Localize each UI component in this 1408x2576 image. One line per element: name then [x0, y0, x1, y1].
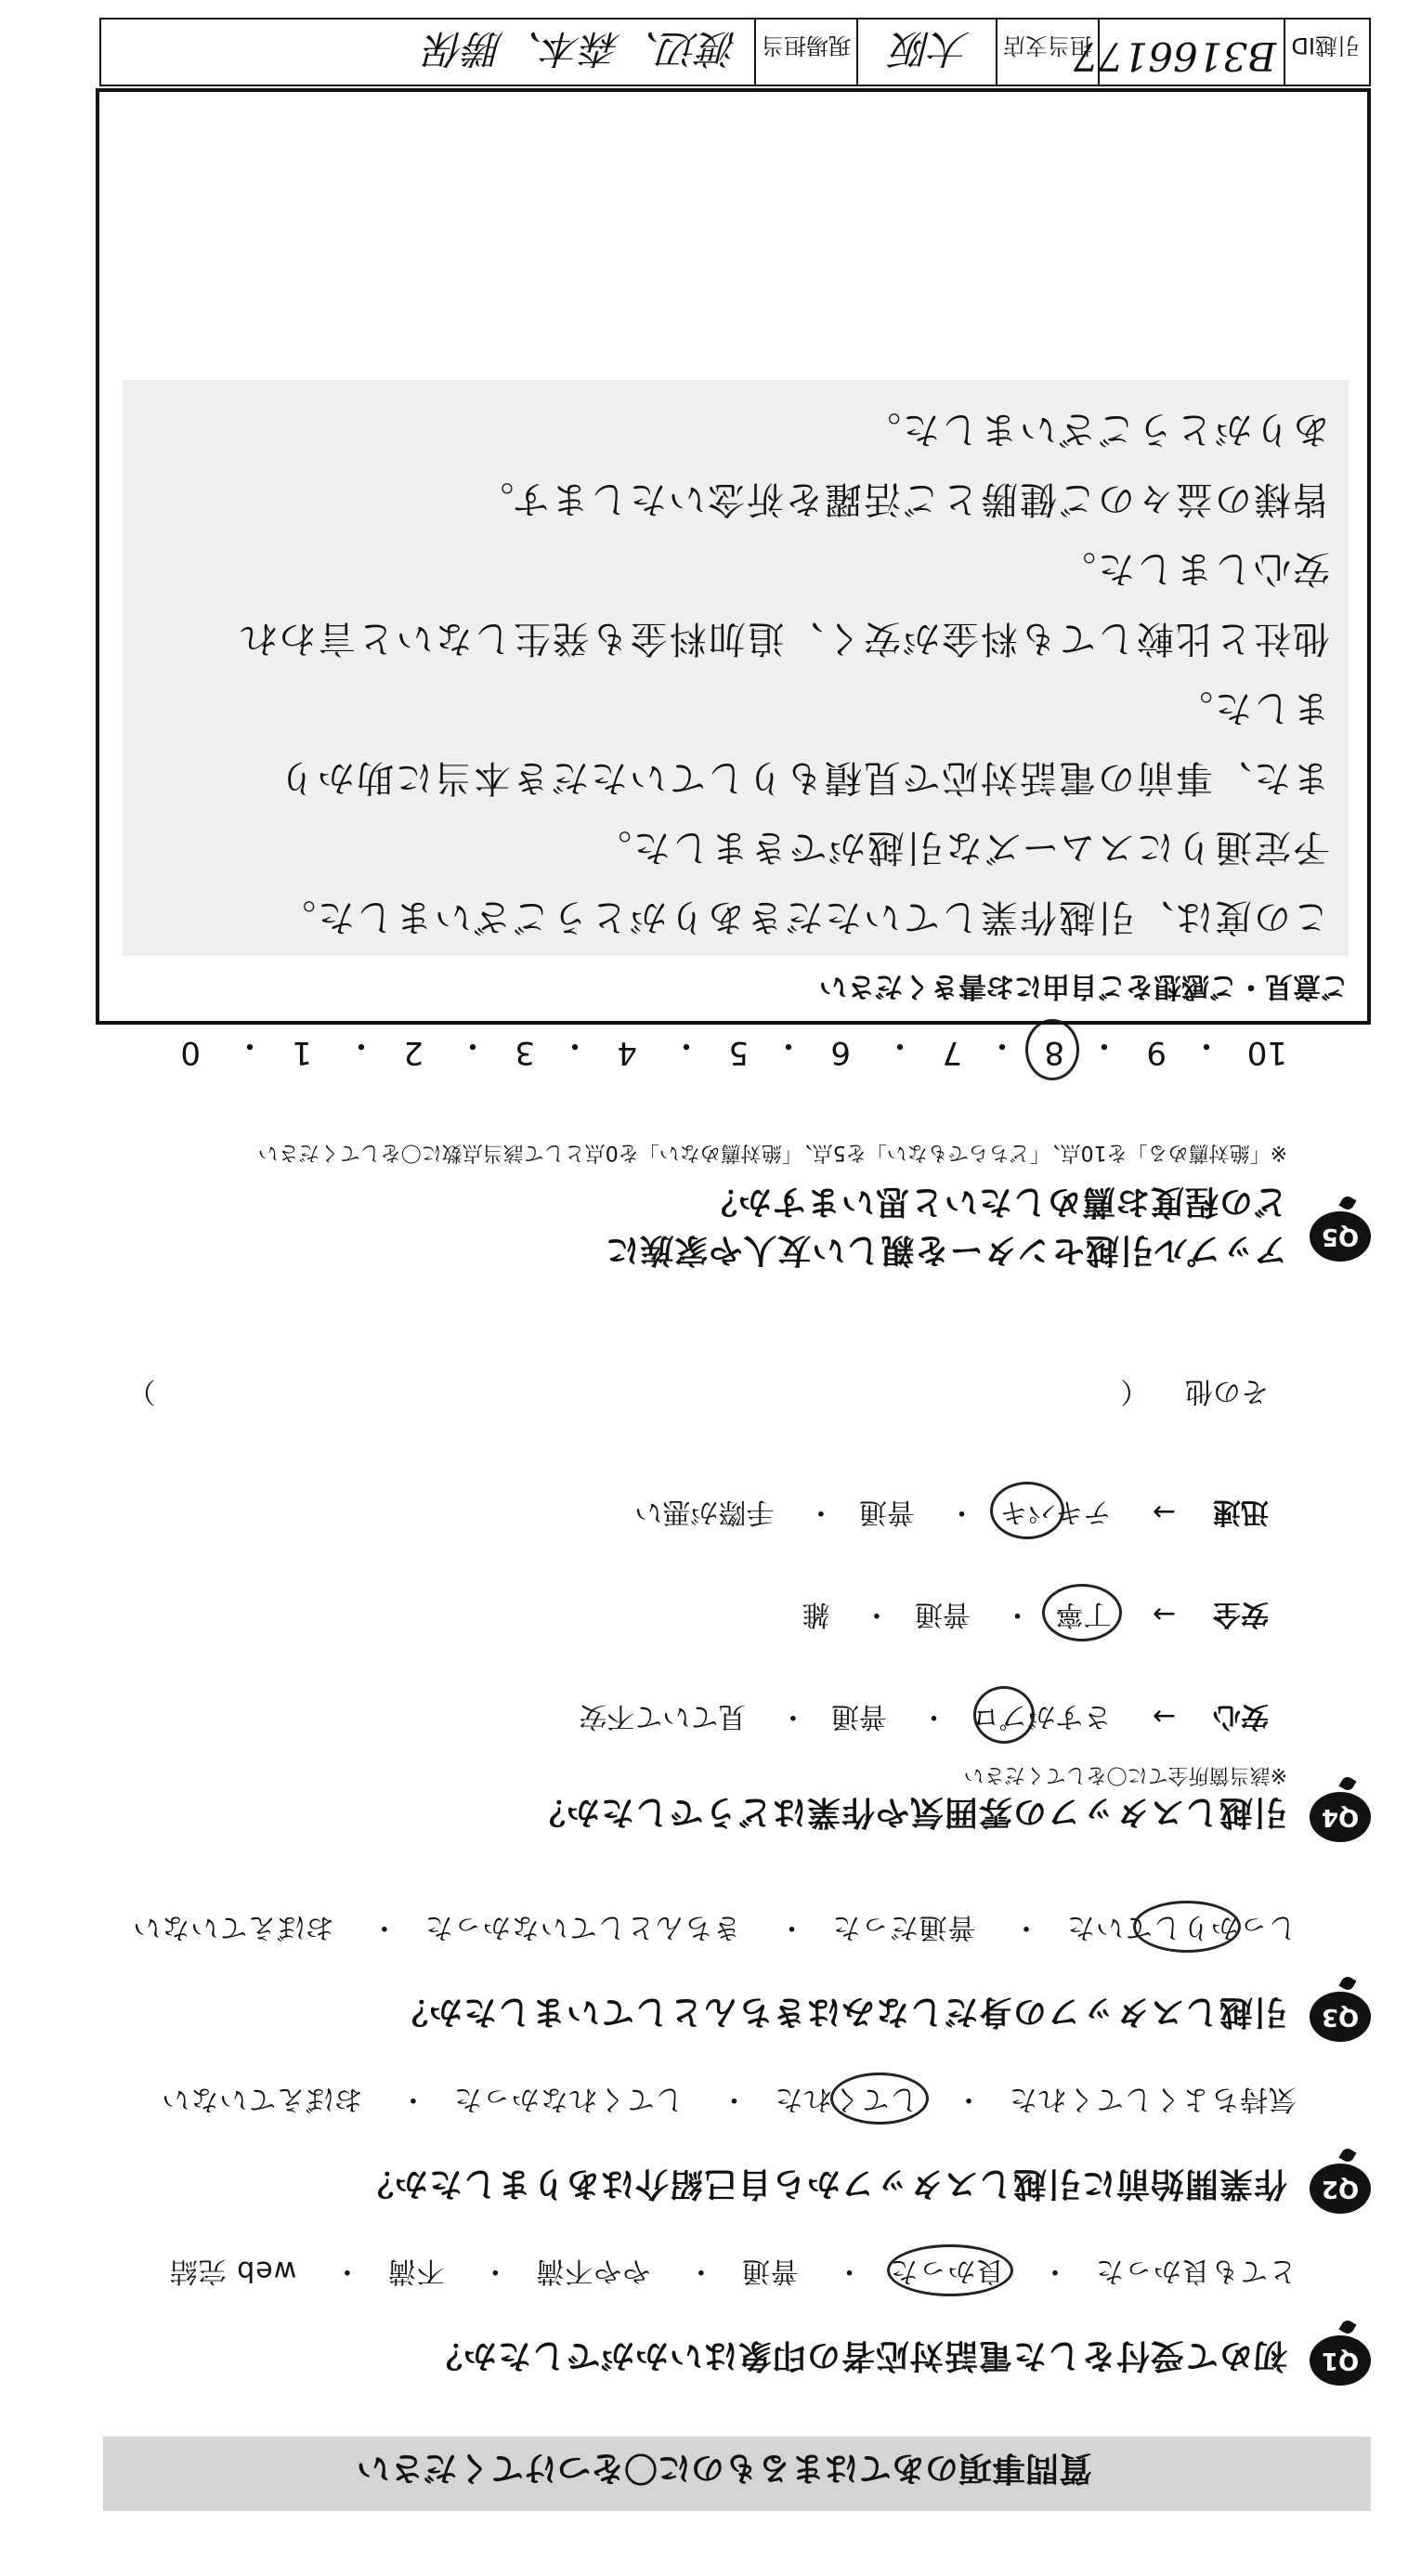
scale-point[interactable]: 10 [1246, 1034, 1287, 1071]
q4-option-selected[interactable]: 丁寧 [1055, 1598, 1111, 1630]
scale-point[interactable]: 4 [617, 1034, 637, 1071]
q1-option[interactable]: 普通 [740, 2255, 799, 2287]
selection-circle [973, 1686, 1035, 1744]
q1-option[interactable]: とても良かった [1095, 2255, 1297, 2287]
q1-badge: Q1 [1310, 2335, 1371, 2386]
selection-circle [887, 2244, 1013, 2296]
q2-option-selected[interactable]: してくれた [774, 2083, 918, 2115]
q4-option[interactable]: 雑 [802, 1598, 830, 1630]
question-5 [103, 1076, 1371, 1280]
comment-line: 安心しました。 [1057, 547, 1330, 590]
selection-circle [1025, 1019, 1079, 1080]
q4-row-label: 安全 [1213, 1598, 1269, 1630]
q1-option[interactable]: 不満 [386, 2255, 445, 2287]
scale-point[interactable]: 2 [403, 1034, 424, 1071]
scale-point[interactable]: 5 [728, 1034, 749, 1071]
move-id-value-cell [1074, 20, 1285, 85]
survey-form: 質問事項のあてはまるものに〇をつけてください Q1 初めて受付をした電話対応者の印象はいかがでしたか？ とても良かった・ 良かった ・ 普通・ やや不満・ 不満・ web 完結 Q2 作業開始前に引越しスタッフから自己紹介はありましたか？ 気持ちよくしてくれた・ してくれた ・ してくれなかった・ おぼえていない Q3 引越しスタッフの身だしなみはきちんとしていましたか？ しっかりしていた ・ 普通だった・ きちんとしていなかった・ おぼえていない Q4 引越しスタッフの雰囲気や作業はどうでしたか？ ※該当箇所全てに〇をしてください 安心→ さすがプロ ・ 普通・ 見ていて不安 安全→ 丁寧 ・ 普通・ 雑 迅速→ テキパキ ・ 普通・ 手際が悪い その他 （ ） Q5 アップル引越センターを親しい友人や家族に どの程度お薦めしたいと思いますか？ ※「絶対薦める」を10点、「どちらでもない」を5点、「絶対薦めない」を0点として該当点数に〇をしてください 10 ・ 9 ・ 8 ・ 7 ・ 6 ・ 5 ・ 4 ・ 3 ・ 2 ・ 1 ・ 0 ご意見・ご感想をご自由にお書きください この度は、引越作業していただきありがとうございました。 予定通りにスムーズな引越ができました。 また、事前の電話対応で見積もりしていただき本当に助かり ました。 他社と比較しても料金が安く、追加料金も発生しないと言われ 安心しました。 皆様の益々のご健勝とご活躍を祈念いたします。 ありがとうございました。 引越ID B3166177 担当支店 大阪 現場担当 渡辺、森本、勝保 [94, 12, 1380, 2567]
q3-options: しっかりしていた ・ 普通だった・ きちんとしていなかった・ おぼえていない [132, 1910, 1297, 1951]
q2-option[interactable]: してくれなかった [452, 2083, 684, 2115]
comment-line: 予定通りにスムーズな引越ができました。 [593, 826, 1330, 869]
comments-title: ご意見・ご感想をご自由にお書きください [819, 970, 1349, 1002]
question-4 [103, 1452, 1371, 1842]
q4-row-label: 安心 [1213, 1700, 1269, 1733]
comments-textarea[interactable] [123, 380, 1349, 956]
branch-value-cell [856, 20, 997, 85]
comment-line: ありがとうございました。 [862, 408, 1330, 451]
scale-point[interactable]: 1 [292, 1034, 312, 1071]
q4-row-anzen: 安全→ 丁寧 ・ 普通・ 雑 [802, 1597, 1269, 1638]
q5-text-line2: どの程度お薦めしたいと思いますか？ [702, 1183, 1287, 1221]
selection-circle [1042, 1584, 1122, 1641]
scale-dot: ・ [773, 1026, 804, 1064]
selection-circle [990, 1482, 1064, 1539]
q1-option-selected[interactable]: 良かった [889, 2255, 1004, 2287]
scale-point[interactable]: 0 [180, 1034, 201, 1071]
scale-dot: ・ [1089, 1026, 1120, 1064]
q4-option[interactable]: 見ていて不安 [579, 1700, 747, 1733]
staff-value-cell [101, 20, 756, 85]
q3-badge: Q3 [1310, 1992, 1371, 2042]
scale-dot: ・ [884, 1026, 916, 1064]
q4-badge: Q4 [1310, 1792, 1371, 1842]
comment-line: 皆様の益々のご健勝とご活躍を祈念いたします。 [475, 477, 1330, 520]
scale-dot: ・ [457, 1026, 489, 1064]
comment-line: ました。 [1174, 686, 1330, 729]
q4-option[interactable]: 手際が悪い [634, 1496, 775, 1528]
q1-text: 初めて受付をした電話対応者の印象はいかがでしたか？ [427, 2336, 1287, 2374]
staff-label-cell [754, 20, 858, 85]
staff-info-table [99, 18, 1371, 86]
move-id-label: 引越ID [1291, 33, 1360, 59]
instruction-text: 質問事項のあてはまるものに〇をつけてください [356, 2449, 1092, 2487]
q4-other-close: ） [127, 1375, 156, 1407]
branch-label-cell [996, 20, 1100, 85]
staff-label: 現場担当 [762, 33, 851, 59]
staff-value: 渡辺、森本、勝保 [424, 26, 737, 72]
scale-point[interactable]: 9 [1146, 1034, 1167, 1071]
q4-option[interactable]: 普通 [858, 1496, 915, 1528]
scale-dot: ・ [1191, 1026, 1222, 1064]
q3-option-selected[interactable]: しっかりしていた [1066, 1911, 1297, 1943]
comment-line: また、事前の電話対応で見積もりしていただき本当に助かり [277, 756, 1330, 799]
selection-circle [1133, 1901, 1241, 1953]
q4-option[interactable]: 普通 [914, 1598, 971, 1630]
q2-option[interactable]: 気持ちよくしてくれた [1009, 2083, 1297, 2115]
comments-box [96, 88, 1371, 1025]
scale-point[interactable]: 6 [830, 1034, 851, 1071]
q4-other-label: その他 [1185, 1375, 1269, 1407]
question-2 [103, 2074, 1371, 2214]
comment-line: 他社と比較しても料金が安く、追加料金も発生しないと言われ [238, 617, 1330, 660]
q2-options: 気持ちよくしてくれた・ してくれた ・ してくれなかった・ おぼえていない [161, 2082, 1297, 2123]
q1-options: とても良かった・ 良かった ・ 普通・ やや不満・ 不満・ web 完結 [169, 2254, 1297, 2295]
q4-option[interactable]: 普通 [830, 1700, 887, 1733]
move-id-label-cell [1284, 20, 1369, 85]
branch-label: 担当支店 [1003, 33, 1092, 59]
scale-dot: ・ [559, 1026, 591, 1064]
scale-dot: ・ [345, 1026, 377, 1064]
q3-option[interactable]: 普通だった [831, 1911, 976, 1943]
q1-option[interactable]: やや不満 [535, 2255, 651, 2287]
q4-other-open: （ [1120, 1375, 1149, 1407]
scale-point[interactable]: 7 [942, 1034, 962, 1071]
q4-row-label: 迅速 [1213, 1496, 1269, 1528]
move-id-value: B3166177 [1074, 33, 1276, 79]
q2-badge: Q2 [1310, 2164, 1371, 2214]
scale-dot: ・ [671, 1026, 702, 1064]
q3-text: 引越しスタッフの身だしなみはきちんとしていましたか？ [393, 1993, 1287, 2031]
q1-option[interactable]: web 完結 [168, 2255, 297, 2287]
arrow-right-icon: → [1152, 1496, 1176, 1528]
q5-text-line1: アップル引越センターを親しい友人や家族に [605, 1231, 1287, 1269]
q4-note: ※該当箇所全てに〇をしてください [963, 1763, 1287, 1786]
scale-point[interactable]: 3 [515, 1034, 535, 1071]
q4-row-jinsoku: 迅速→ テキパキ ・ 普通・ 手際が悪い [634, 1495, 1269, 1536]
selection-circle [830, 2073, 929, 2125]
scale-dot: ・ [986, 1026, 1018, 1064]
q4-option-selected[interactable]: テキパキ [999, 1496, 1111, 1528]
q4-option-selected[interactable]: さすがプロ [971, 1700, 1111, 1733]
q4-other [127, 1374, 1269, 1415]
q2-text: 作業開始前に引越しスタッフから自己紹介はありましたか？ [359, 2164, 1287, 2203]
branch-value: 大阪 [891, 26, 970, 72]
question-3 [103, 1903, 1371, 2042]
arrow-right-icon: → [1152, 1598, 1176, 1630]
q3-option[interactable]: きちんとしていなかった [424, 1911, 741, 1943]
instruction-banner [103, 2437, 1371, 2511]
comment-line: この度は、引越作業していただきありがとうございました。 [277, 896, 1330, 938]
q4-row-anshin: 安心→ さすがプロ ・ 普通・ 見ていて不安 [579, 1699, 1269, 1740]
q3-option[interactable]: おぼえていない [132, 1911, 334, 1943]
scale-dot: ・ [234, 1026, 266, 1064]
question-1 [103, 2246, 1371, 2386]
q5-badge: Q5 [1310, 1211, 1371, 1262]
arrow-right-icon: → [1152, 1700, 1176, 1733]
q4-text: 引越しスタッフの雰囲気や作業はどうでしたか？ [530, 1793, 1287, 1831]
q2-option[interactable]: おぼえていない [161, 2083, 363, 2115]
q5-note: ※「絶対薦める」を10点、「どちらでもない」を5点、「絶対薦めない」を0点として該当点数に〇をしてください [257, 1141, 1287, 1164]
